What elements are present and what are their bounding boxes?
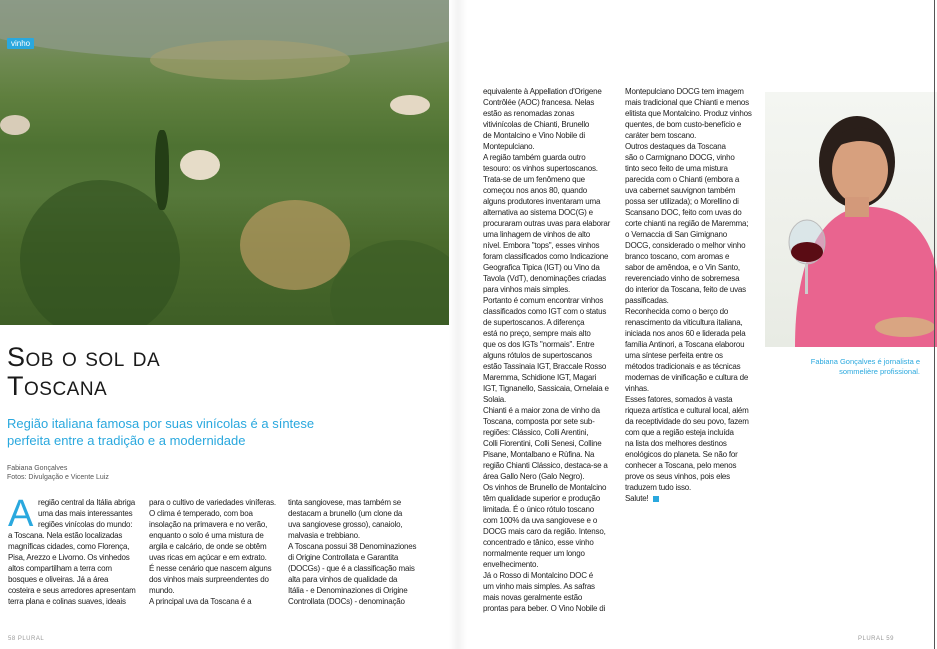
text-line: alternativa ao sistema DOC(G) e [483,208,593,217]
text-line: está no preço, sempre mais alto [483,329,591,338]
text-line: uva sangiovese grosso), canaiolo, [288,520,403,529]
text-line: Chianti é a maior zona de vinho da [483,406,600,415]
text-line: argila e calcário, de onde se obtêm [149,542,267,551]
text-line: renascimento da viticultura italiana, [625,318,743,327]
text-line: tinta sangiovese, mas também se [288,498,401,507]
tuscany-landscape-photo [0,0,449,325]
end-mark-icon [653,496,659,502]
text-line: com que a região esteja incluída [625,428,734,437]
text-line: Pisa, Arezzo e Livorno. Os vinhedos [8,553,130,562]
text-line: a Toscana. Nela estão localizadas [8,531,123,540]
text-line: Toscana, composta por sete sub- [483,417,595,426]
text-line: mais tradicional que Chianti e menos [625,98,749,107]
text-line: O clima é temperado, com boa [149,509,253,518]
text-line: região central da Itália abriga [38,498,135,507]
article-title [7,343,160,401]
text-line: uva cabernet sauvignon também [625,186,736,195]
text-line: com 100% da uva sangiovese e o [483,516,598,525]
author: Fabiana Gonçalves [7,465,68,472]
credits [7,464,109,482]
text-line: alta para vinhos de qualidade da [288,575,398,584]
text-line: prontas para beber. O Vino Nobile di [483,604,606,613]
text-line: região Chianti Clássico, destaca-se a [483,461,608,470]
text-line: regiões: Clássico, Colli Arentini, [483,428,589,437]
text-line: Tavola (VdT), denominações criadas [483,274,607,283]
body-column-3 [288,497,438,607]
text-line: equivalente à Appellation d'Origene [483,87,602,96]
author-portrait-photo [765,92,937,347]
text-line: nível. Embora "tops", esses vinhos [483,241,600,250]
text-line: estão as renomadas zonas [483,109,575,118]
text-line: riqueza artística e cultural local, além [625,406,749,415]
text-line: Maremma, Schidione IGT, Magari [483,373,597,382]
text-line: da receptividade do seu povo, fazem [625,417,749,426]
text-line: alguns rótulos de supertoscanos [483,351,592,360]
text-line: É nesse cenário que nascem alguns [149,564,272,573]
text-line: métodos tradicionais e as técnicas [625,362,741,371]
text-line: parecida com o Chianti (embora a [625,175,740,184]
text-line: (DOCGs) - que é a classificação mais [288,564,415,573]
text-line: para vinhos mais simples. [483,285,571,294]
text-line: Colli Fiorentini, Colli Senesi, Colline [483,439,602,448]
text-line: enquanto o solo é uma mistura de [149,531,264,540]
text-line: vinhas. [625,384,649,393]
text-line: envelhecimento. [483,560,539,569]
text-line: iniciada nos anos 60 e liderada pela [625,329,746,338]
page-edge [934,0,935,649]
text-line: insolação na primavera e no verão, [149,520,268,529]
text-line: uma das mais interessantes [38,509,133,518]
text-line: vitivinícolas de Chianti, Brunello [483,120,590,129]
text-line: Esses fatores, somados à vasta [625,395,733,404]
text-line: A principal uva da Toscana é a [149,597,252,606]
text-line: DOCG mais caro da região. Intenso, [483,527,606,536]
text-line: Outros destaques da Toscana [625,142,726,151]
text-line: Pisane, Montalbano e Rùfina. Na [483,450,595,459]
text-line: branco toscano, com aromas e [625,252,730,261]
text-line: normalmente requer um longo [483,549,585,558]
text-line: mundo. [149,586,175,595]
text-line: possa ser utilizada); o Morellino di [625,197,739,206]
text-line: procuraram outras uvas para elaborar [483,219,611,228]
text-line: que os dos IGTs "normais". Entre [483,340,595,349]
text-line: do interior da Toscana, feito de uvas [625,285,746,294]
text-line: conhecer a Toscana, pelo menos [625,461,737,470]
text-line: Trata-se de um fenômeno que [483,175,585,184]
text-line: Solaia. [483,395,507,404]
text-line: mais novas geralmente estão [483,593,583,602]
text-line: estão Tassinaia IGT, Braccale Rosso [483,362,607,371]
text-line: Geografica Tipica (IGT) ou Vino da [483,263,600,272]
text-line: na lista dos melhores destinos [625,439,727,448]
article-subtitle: Região italiana famosa por suas vinícolas é a síntese perfeita entre a tradição e a modernidade [7,416,315,448]
text-line: para o cultivo de variedades viníferas. [149,498,276,507]
text-line: Controllata (DOCs) - denominação [288,597,405,606]
text-line: altos compartilham a terra com [8,564,112,573]
text-line: Montepulciano DOCG tem imagem [625,87,744,96]
text-line: um vinho mais simples. As safras [483,582,595,591]
text-line: traduzem tudo isso. [625,483,692,492]
text-line: costeira e seus arredores apresentam [8,586,136,595]
text-line: reverenciado vinho de sobremesa [625,274,740,283]
title-line-1: Sob o sol da [7,342,161,372]
text-line: modernas de vinificação e cultura de [625,373,749,382]
text-line: de supertoscanos. A diferença [483,318,585,327]
text-line: IGT, Tignanello, Sassicaia, Ornelaia e [483,384,609,393]
text-line: alguns produtores inventaram uma [483,197,601,206]
page-gutter [449,0,467,649]
text-line: Contrôlée (AOC) francesa. Nelas [483,98,595,107]
photo-credit: Fotos: Divulgação e Vicente Luiz [7,474,109,481]
text-line: uvas ricas em açúcar e em extrato. [149,553,267,562]
text-line: caráter bem toscano. [625,131,697,140]
body-column-4 [483,86,620,614]
text-line: limitada. É o único rótulo toscano [483,505,595,514]
text-line: terra plana e colinas suaves, ideais [8,597,126,606]
drop-cap: A [8,493,34,535]
body-column-2 [149,497,283,607]
body-column-5 [625,86,762,504]
text-line: família Antinori, a Toscana elaborou [625,340,745,349]
text-line: A Toscana possui 38 Denominaziones [288,542,417,551]
text-line: bosques e oliveiras. Já a área [8,575,109,584]
text-line: Reconhecida como o berço do [625,307,729,316]
title-line-2: Toscana [7,371,108,401]
text-line: prove os seus vinhos, pois eles [625,472,730,481]
text-line: corte chianti na região de Maremma; [625,219,749,228]
text-line: enológicos do planeta. Se não for [625,450,738,459]
text-line: tesouro: os vinhos supertoscanos. [483,164,598,173]
text-line: passificadas. [625,296,669,305]
text-line: Montepulciano. [483,142,535,151]
text-line: Scansano DOC, feito com uvas do [625,208,742,217]
text-line: A região também guarda outro [483,153,586,162]
portrait-caption: Fabiana Gonçalves é jornalista e sommelière profissional. [810,357,920,376]
text-line: são o Carmignano DOCG, vinho [625,153,735,162]
text-line: di Origine Controllata e Garantita [288,553,399,562]
folio-right: PLURAL 59 [858,636,894,642]
text-line: foram classificados como Indicazione [483,252,609,261]
text-line: quentes, de bom custo-benefício e [625,120,742,129]
body-column-1 [8,493,144,607]
text-line: dos vinhos mais surpreendentes do [149,575,269,584]
text-line: concentrado e tânico, esse vinho [483,538,594,547]
text-line: uma síntese perfeita entre os [625,351,723,360]
text-line: regiões vinícolas do mundo: [38,520,133,529]
text-line: Os vinhos de Brunello de Montalcino [483,483,607,492]
text-line: elitista que Montalcino. Produz vinhos [625,109,752,118]
section-tag: vinho [7,38,34,49]
text-line: Salute! [625,494,649,503]
text-line: o Vernaccia di San Gimignano [625,230,728,239]
text-line: Itália - e Denominaziones di Origine [288,586,408,595]
text-line: uma linhagem de vinhos de alto [483,230,590,239]
text-line: área Gallo Nero (Galo Negro). [483,472,585,481]
folio-left: 58 PLURAL [8,636,45,642]
text-line: têm qualidade superior e produção [483,494,601,503]
text-line: Portanto é comum encontrar vinhos [483,296,604,305]
text-line: magníficas cidades, como Florença, [8,542,130,551]
text-line: Já o Rosso di Montalcino DOC é [483,571,594,580]
text-line: de Montalcino e Vino Nobile di [483,131,585,140]
text-line: tinto seco feito de uma mistura [625,164,728,173]
text-line: malvasia e trebbiano. [288,531,360,540]
text-line: DOCG, considerado o melhor vinho [625,241,746,250]
text-line: começou nos anos 80, quando [483,186,588,195]
text-line: classificados como IGT com o status [483,307,607,316]
text-line: sabor de amêndoa, e o Vin Santo, [625,263,740,272]
text-line: destacam a brunello (um clone da [288,509,403,518]
